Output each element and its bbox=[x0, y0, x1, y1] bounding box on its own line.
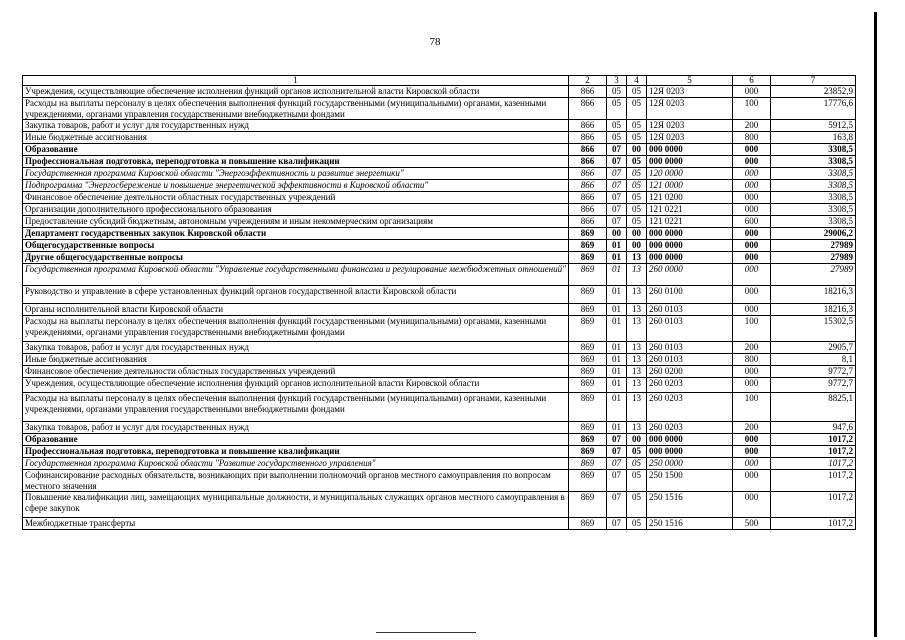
item-name: Межбюджетные трансферты bbox=[23, 518, 569, 530]
section-code: 07 bbox=[607, 168, 627, 180]
ministry-code: 869 bbox=[569, 228, 607, 240]
item-name: Повышение квалификации лиц, замещающих муниципальные должности, и муниципальных служащих органов местного самоуправления в сфере закупок bbox=[23, 492, 569, 518]
table-row bbox=[23, 286, 856, 304]
target-article-code: 12Я 0203 bbox=[647, 132, 733, 144]
section-code: 01 bbox=[607, 316, 627, 342]
target-article-code: 12Я 0203 bbox=[647, 86, 733, 98]
item-name: Предоставление субсидий бюджетным, автономным учреждениям и иным некоммерческим организациям bbox=[23, 216, 569, 228]
expense-type-code: 000 bbox=[733, 204, 771, 216]
amount: 1017,2 bbox=[771, 470, 856, 492]
expense-type-code: 000 bbox=[733, 192, 771, 204]
table-row bbox=[23, 422, 856, 434]
table-row bbox=[23, 470, 856, 492]
ministry-code: 869 bbox=[569, 458, 607, 470]
subsection-code: 13 bbox=[627, 422, 647, 434]
subsection-code: 05 bbox=[627, 492, 647, 518]
item-name: Закупка товаров, работ и услуг для государственных нужд bbox=[23, 342, 569, 354]
target-article-code: 260 0103 bbox=[647, 354, 733, 366]
target-article-code: 120 0000 bbox=[647, 168, 733, 180]
item-name: Органы исполнительной власти Кировской области bbox=[23, 304, 569, 316]
subsection-code: 05 bbox=[627, 458, 647, 470]
table-row bbox=[23, 492, 856, 518]
section-code: 07 bbox=[607, 518, 627, 530]
budget-table bbox=[22, 75, 856, 530]
section-code: 07 bbox=[607, 492, 627, 518]
amount: 5912,5 bbox=[771, 120, 856, 132]
expense-type-code: 800 bbox=[733, 132, 771, 144]
item-name: Государственная программа Кировской области "Развитие государственного управления" bbox=[23, 458, 569, 470]
table-row bbox=[23, 393, 856, 422]
subsection-code: 13 bbox=[627, 264, 647, 286]
table-row bbox=[23, 434, 856, 446]
table-row bbox=[23, 192, 856, 204]
amount: 27989 bbox=[771, 240, 856, 252]
table-row bbox=[23, 252, 856, 264]
table-row bbox=[23, 98, 856, 120]
amount: 2905,7 bbox=[771, 342, 856, 354]
table-row bbox=[23, 156, 856, 168]
expense-type-code: 000 bbox=[733, 470, 771, 492]
section-code: 05 bbox=[607, 120, 627, 132]
target-article-code: 121 0200 bbox=[647, 192, 733, 204]
expense-type-code: 600 bbox=[733, 216, 771, 228]
target-article-code: 121 0221 bbox=[647, 204, 733, 216]
expense-type-code: 000 bbox=[733, 86, 771, 98]
section-code: 01 bbox=[607, 393, 627, 422]
amount: 15302,5 bbox=[771, 316, 856, 342]
ministry-code: 869 bbox=[569, 252, 607, 264]
expense-type-code: 000 bbox=[733, 434, 771, 446]
expense-type-code: 100 bbox=[733, 393, 771, 422]
expense-type-code: 800 bbox=[733, 354, 771, 366]
table-row bbox=[23, 204, 856, 216]
subsection-code: 00 bbox=[627, 228, 647, 240]
amount: 8825,1 bbox=[771, 393, 856, 422]
target-article-code: 260 0203 bbox=[647, 378, 733, 393]
amount: 1017,2 bbox=[771, 434, 856, 446]
amount: 1017,2 bbox=[771, 518, 856, 530]
expense-type-code: 000 bbox=[733, 144, 771, 156]
section-code: 05 bbox=[607, 98, 627, 120]
section-code: 05 bbox=[607, 86, 627, 98]
amount: 947,6 bbox=[771, 422, 856, 434]
amount: 3308,5 bbox=[771, 156, 856, 168]
ministry-code: 869 bbox=[569, 422, 607, 434]
target-article-code: 12Я 0203 bbox=[647, 120, 733, 132]
item-name: Другие общегосударственные вопросы bbox=[23, 252, 569, 264]
section-code: 07 bbox=[607, 458, 627, 470]
scan-edge-bar bbox=[874, 12, 877, 637]
expense-type-code: 100 bbox=[733, 316, 771, 342]
section-code: 07 bbox=[607, 204, 627, 216]
subsection-code: 05 bbox=[627, 470, 647, 492]
ministry-code: 869 bbox=[569, 264, 607, 286]
column-number: 4 bbox=[627, 76, 647, 86]
target-article-code: 250 1500 bbox=[647, 470, 733, 492]
target-article-code: 260 0203 bbox=[647, 393, 733, 422]
item-name: Общегосударственные вопросы bbox=[23, 240, 569, 252]
table-row bbox=[23, 120, 856, 132]
item-name: Руководство и управление в сфере установленных функций органов государственной власти Кировской области bbox=[23, 286, 569, 304]
table-row bbox=[23, 342, 856, 354]
amount: 18216,3 bbox=[771, 286, 856, 304]
target-article-code: 121 0221 bbox=[647, 216, 733, 228]
section-code: 07 bbox=[607, 446, 627, 458]
table-row bbox=[23, 180, 856, 192]
table-row bbox=[23, 216, 856, 228]
amount: 3308,5 bbox=[771, 192, 856, 204]
subsection-code: 05 bbox=[627, 86, 647, 98]
amount: 29006,2 bbox=[771, 228, 856, 240]
item-name: Иные бюджетные ассигнования bbox=[23, 354, 569, 366]
table-row bbox=[23, 446, 856, 458]
table-row bbox=[23, 366, 856, 378]
table-row bbox=[23, 168, 856, 180]
ministry-code: 869 bbox=[569, 286, 607, 304]
table-row bbox=[23, 316, 856, 342]
section-code: 01 bbox=[607, 286, 627, 304]
item-name: Государственная программа Кировской области "Энергоэффективность и развитие энергетики" bbox=[23, 168, 569, 180]
target-article-code: 121 0000 bbox=[647, 180, 733, 192]
section-code: 01 bbox=[607, 422, 627, 434]
target-article-code: 250 1516 bbox=[647, 492, 733, 518]
expense-type-code: 500 bbox=[733, 518, 771, 530]
item-name: Учреждения, осуществляющие обеспечение исполнения функций органов исполнительной власти Кировской области bbox=[23, 86, 569, 98]
subsection-code: 13 bbox=[627, 378, 647, 393]
target-article-code: 12Я 0203 bbox=[647, 98, 733, 120]
subsection-code: 13 bbox=[627, 393, 647, 422]
subsection-code: 00 bbox=[627, 240, 647, 252]
ministry-code: 869 bbox=[569, 518, 607, 530]
section-code: 01 bbox=[607, 378, 627, 393]
column-number: 1 bbox=[23, 76, 569, 86]
subsection-code: 05 bbox=[627, 216, 647, 228]
table-row bbox=[23, 228, 856, 240]
amount: 1017,2 bbox=[771, 492, 856, 518]
target-article-code: 000 0000 bbox=[647, 144, 733, 156]
expense-type-code: 000 bbox=[733, 168, 771, 180]
section-code: 07 bbox=[607, 180, 627, 192]
expense-type-code: 200 bbox=[733, 120, 771, 132]
target-article-code: 250 0000 bbox=[647, 458, 733, 470]
item-name: Профессиональная подготовка, переподготовка и повышение квалификации bbox=[23, 156, 569, 168]
amount: 23852,9 bbox=[771, 86, 856, 98]
table-row bbox=[23, 86, 856, 98]
target-article-code: 000 0000 bbox=[647, 252, 733, 264]
target-article-code: 000 0000 bbox=[647, 240, 733, 252]
subsection-code: 13 bbox=[627, 252, 647, 264]
ministry-code: 869 bbox=[569, 342, 607, 354]
section-code: 07 bbox=[607, 156, 627, 168]
ministry-code: 866 bbox=[569, 144, 607, 156]
amount: 3308,5 bbox=[771, 144, 856, 156]
ministry-code: 866 bbox=[569, 156, 607, 168]
table-row bbox=[23, 304, 856, 316]
expense-type-code: 000 bbox=[733, 446, 771, 458]
subsection-code: 05 bbox=[627, 518, 647, 530]
expense-type-code: 000 bbox=[733, 156, 771, 168]
expense-type-code: 000 bbox=[733, 252, 771, 264]
target-article-code: 000 0000 bbox=[647, 446, 733, 458]
ministry-code: 869 bbox=[569, 304, 607, 316]
subsection-code: 05 bbox=[627, 120, 647, 132]
amount: 17776,6 bbox=[771, 98, 856, 120]
column-number: 6 bbox=[733, 76, 771, 86]
ministry-code: 866 bbox=[569, 216, 607, 228]
item-name: Профессиональная подготовка, переподготовка и повышение квалификации bbox=[23, 446, 569, 458]
expense-type-code: 100 bbox=[733, 98, 771, 120]
table-row bbox=[23, 132, 856, 144]
subsection-code: 05 bbox=[627, 192, 647, 204]
expense-type-code: 000 bbox=[733, 286, 771, 304]
ministry-code: 866 bbox=[569, 192, 607, 204]
budget-table-body bbox=[23, 76, 856, 530]
amount: 3308,5 bbox=[771, 168, 856, 180]
expense-type-code: 000 bbox=[733, 378, 771, 393]
ministry-code: 869 bbox=[569, 240, 607, 252]
expense-type-code: 000 bbox=[733, 492, 771, 518]
ministry-code: 869 bbox=[569, 492, 607, 518]
item-name: Закупка товаров, работ и услуг для государственных нужд bbox=[23, 422, 569, 434]
subsection-code: 05 bbox=[627, 180, 647, 192]
subsection-code: 05 bbox=[627, 446, 647, 458]
footer-rule bbox=[376, 632, 476, 633]
column-number: 3 bbox=[607, 76, 627, 86]
amount: 3308,5 bbox=[771, 204, 856, 216]
subsection-code: 13 bbox=[627, 366, 647, 378]
section-code: 01 bbox=[607, 354, 627, 366]
subsection-code: 05 bbox=[627, 132, 647, 144]
table-row bbox=[23, 378, 856, 393]
expense-type-code: 200 bbox=[733, 422, 771, 434]
table-row bbox=[23, 144, 856, 156]
ministry-code: 866 bbox=[569, 204, 607, 216]
item-name: Софинансирование расходных обязательств, возникающих при выполнении полномочий органов местного самоуправления по вопросам местного значения bbox=[23, 470, 569, 492]
column-number: 2 bbox=[569, 76, 607, 86]
item-name: Финансовое обеспечение деятельности областных государственных учреждений bbox=[23, 192, 569, 204]
target-article-code: 260 0000 bbox=[647, 264, 733, 286]
expense-type-code: 000 bbox=[733, 304, 771, 316]
amount: 3308,5 bbox=[771, 180, 856, 192]
ministry-code: 869 bbox=[569, 366, 607, 378]
table-row bbox=[23, 264, 856, 286]
amount: 18216,3 bbox=[771, 304, 856, 316]
item-name: Учреждения, осуществляющие обеспечение исполнения функций органов исполнительной власти Кировской области bbox=[23, 378, 569, 393]
expense-type-code: 000 bbox=[733, 366, 771, 378]
table-row bbox=[23, 518, 856, 530]
item-name: Подпрограмма "Энергосбережение и повышение энергетической эффективности в Кировской области" bbox=[23, 180, 569, 192]
table-row bbox=[23, 458, 856, 470]
item-name: Образование bbox=[23, 144, 569, 156]
section-code: 07 bbox=[607, 434, 627, 446]
section-code: 07 bbox=[607, 144, 627, 156]
item-name: Расходы на выплаты персоналу в целях обеспечения выполнения функций государственными (муниципальными) органами, казенными учреждениями, органами управления государственными внебюджетными фондами bbox=[23, 98, 569, 120]
item-name: Организации дополнительного профессионального образования bbox=[23, 204, 569, 216]
target-article-code: 260 0203 bbox=[647, 422, 733, 434]
subsection-code: 13 bbox=[627, 342, 647, 354]
section-code: 00 bbox=[607, 228, 627, 240]
section-code: 07 bbox=[607, 470, 627, 492]
item-name: Закупка товаров, работ и услуг для государственных нужд bbox=[23, 120, 569, 132]
subsection-code: 05 bbox=[627, 98, 647, 120]
ministry-code: 869 bbox=[569, 354, 607, 366]
ministry-code: 866 bbox=[569, 86, 607, 98]
item-name: Расходы на выплаты персоналу в целях обеспечения выполнения функций государственными (муниципальными) органами, казенными учреждениями, органами управления государственными внебюджетными фондами bbox=[23, 316, 569, 342]
amount: 9772,7 bbox=[771, 378, 856, 393]
section-code: 01 bbox=[607, 264, 627, 286]
expense-type-code: 000 bbox=[733, 240, 771, 252]
page-number: 78 bbox=[429, 36, 441, 48]
amount: 163,8 bbox=[771, 132, 856, 144]
subsection-code: 13 bbox=[627, 286, 647, 304]
ministry-code: 869 bbox=[569, 470, 607, 492]
target-article-code: 250 1516 bbox=[647, 518, 733, 530]
target-article-code: 000 0000 bbox=[647, 156, 733, 168]
item-name: Государственная программа Кировской области "Управление государственными финансами и регулирование межбюджетных отношений" bbox=[23, 264, 569, 286]
section-code: 05 bbox=[607, 132, 627, 144]
ministry-code: 869 bbox=[569, 393, 607, 422]
section-code: 01 bbox=[607, 304, 627, 316]
column-number: 5 bbox=[647, 76, 733, 86]
amount: 1017,2 bbox=[771, 458, 856, 470]
ministry-code: 866 bbox=[569, 98, 607, 120]
amount: 1017,2 bbox=[771, 446, 856, 458]
ministry-code: 869 bbox=[569, 316, 607, 342]
target-article-code: 260 0103 bbox=[647, 342, 733, 354]
item-name: Иные бюджетные ассигнования bbox=[23, 132, 569, 144]
subsection-code: 00 bbox=[627, 434, 647, 446]
amount: 27989 bbox=[771, 252, 856, 264]
table-row bbox=[23, 240, 856, 252]
ministry-code: 866 bbox=[569, 180, 607, 192]
section-code: 01 bbox=[607, 342, 627, 354]
subsection-code: 05 bbox=[627, 168, 647, 180]
subsection-code: 13 bbox=[627, 354, 647, 366]
expense-type-code: 000 bbox=[733, 458, 771, 470]
amount: 3308,5 bbox=[771, 216, 856, 228]
item-name: Финансовое обеспечение деятельности областных государственных учреждений bbox=[23, 366, 569, 378]
column-number: 7 bbox=[771, 76, 856, 86]
ministry-code: 866 bbox=[569, 168, 607, 180]
table-row bbox=[23, 354, 856, 366]
section-code: 01 bbox=[607, 366, 627, 378]
target-article-code: 260 0103 bbox=[647, 304, 733, 316]
expense-type-code: 000 bbox=[733, 264, 771, 286]
column-number-row bbox=[23, 76, 856, 86]
section-code: 01 bbox=[607, 252, 627, 264]
subsection-code: 00 bbox=[627, 144, 647, 156]
section-code: 01 bbox=[607, 240, 627, 252]
item-name: Департамент государственных закупок Кировской области bbox=[23, 228, 569, 240]
ministry-code: 869 bbox=[569, 434, 607, 446]
amount: 8,1 bbox=[771, 354, 856, 366]
expense-type-code: 000 bbox=[733, 228, 771, 240]
amount: 9772,7 bbox=[771, 366, 856, 378]
subsection-code: 05 bbox=[627, 156, 647, 168]
item-name: Образование bbox=[23, 434, 569, 446]
amount: 27989 bbox=[771, 264, 856, 286]
section-code: 07 bbox=[607, 216, 627, 228]
target-article-code: 260 0200 bbox=[647, 366, 733, 378]
subsection-code: 13 bbox=[627, 304, 647, 316]
item-name: Расходы на выплаты персоналу в целях обеспечения выполнения функций государственными (муниципальными) органами, казенными учреждениями, органами управления государственными внебюджетными фондами bbox=[23, 393, 569, 422]
ministry-code: 869 bbox=[569, 378, 607, 393]
subsection-code: 13 bbox=[627, 316, 647, 342]
target-article-code: 000 0000 bbox=[647, 228, 733, 240]
target-article-code: 260 0103 bbox=[647, 316, 733, 342]
section-code: 07 bbox=[607, 192, 627, 204]
target-article-code: 260 0100 bbox=[647, 286, 733, 304]
ministry-code: 869 bbox=[569, 446, 607, 458]
expense-type-code: 000 bbox=[733, 180, 771, 192]
ministry-code: 866 bbox=[569, 120, 607, 132]
ministry-code: 866 bbox=[569, 132, 607, 144]
expense-type-code: 200 bbox=[733, 342, 771, 354]
subsection-code: 05 bbox=[627, 204, 647, 216]
target-article-code: 000 0000 bbox=[647, 434, 733, 446]
